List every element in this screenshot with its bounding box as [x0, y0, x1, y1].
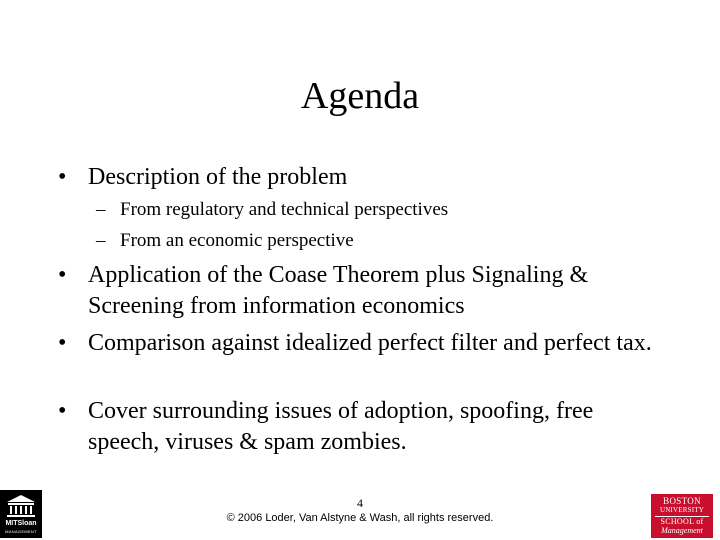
mit-logo-name: MITSloan: [5, 520, 37, 527]
bullet-text: Application of the Coase Theorem plus Signaling & Screening from information economics: [88, 262, 589, 319]
bullet-marker: •: [58, 164, 67, 190]
bu-logo-line2: UNIVERSITY: [660, 506, 704, 514]
sub-bullet-text: From regulatory and technical perspectives: [120, 199, 449, 220]
bullet-marker: •: [58, 398, 67, 424]
mit-logo-sub: MANAGEMENT: [5, 529, 37, 534]
bu-logo-line4: Management: [661, 526, 703, 535]
dash-marker: –: [96, 230, 106, 251]
bullet-marker: •: [58, 330, 67, 356]
dash-marker: –: [96, 199, 106, 220]
bu-logo-line1: BOSTON: [663, 496, 701, 506]
bullet-text: Comparison against idealized perfect filter and perfect tax.: [88, 330, 652, 356]
building-icon: [6, 494, 36, 518]
boston-university-logo: [651, 494, 713, 538]
mit-sloan-logo: [0, 490, 42, 538]
bullet-marker: •: [58, 262, 67, 288]
slide-title: Agenda: [300, 75, 420, 117]
bullet-text: Description of the problem: [88, 164, 348, 190]
bu-logo-line3: SCHOOL of: [660, 517, 704, 526]
copyright-notice: © 2006 Loder, Van Alstyne & Wash, all rights reserved.: [226, 512, 494, 524]
sub-bullet-text: From an economic perspective: [120, 230, 354, 251]
bullet-text: Cover surrounding issues of adoption, spoofing, free speech, viruses & spam zombies.: [88, 398, 594, 455]
page-number: 4: [357, 496, 363, 510]
